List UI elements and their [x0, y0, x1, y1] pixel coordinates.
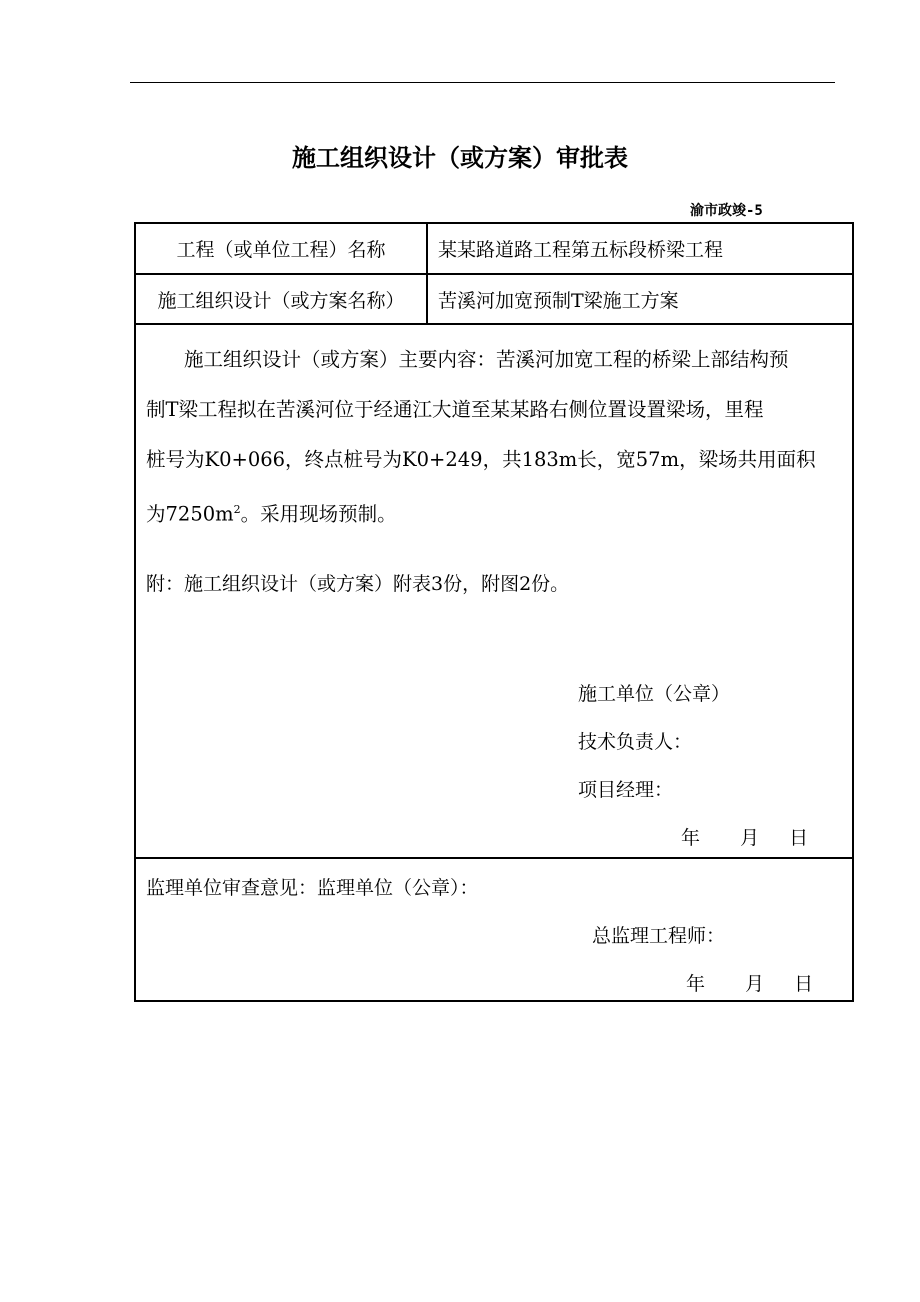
- date-month: 月: [745, 973, 765, 995]
- content-line: 桩号为K0+066，终点桩号为K0+249，共183m长，宽57m，梁场共用面积: [146, 448, 816, 471]
- approval-form-table: [134, 222, 854, 1002]
- content-line: 施工组织设计（或方案）主要内容：苦溪河加宽工程的桥梁上部结构预: [184, 348, 789, 371]
- area-superscript: 2: [233, 503, 241, 516]
- attachment-note: 附：施工组织设计（或方案）附表3份，附图2份。: [146, 573, 570, 595]
- area-prefix: 为7250m: [146, 502, 234, 526]
- page-title: 施工组织设计（或方案）审批表: [292, 143, 628, 172]
- chief-engineer-label: 总监理工程师：: [592, 925, 726, 947]
- content-line: 制T梁工程拟在苦溪河位于经通江大道至某某路右侧位置设置梁场，里程: [146, 398, 764, 421]
- date-year: 年: [681, 827, 701, 849]
- date-day: 日: [789, 827, 809, 849]
- content-line: [146, 485, 846, 540]
- supervisor-date: [686, 969, 813, 996]
- supervisor-row: [136, 859, 852, 1000]
- project-name-row: [136, 224, 852, 275]
- plan-name-label: 施工组织设计（或方案名称）: [136, 275, 428, 323]
- form-code: 渝市政竣-5: [690, 203, 763, 219]
- contractor-seal-label: 施工单位（公章）: [578, 683, 731, 705]
- project-manager-label: 项目经理：: [578, 779, 674, 801]
- project-name-label: 工程（或单位工程）名称: [136, 224, 428, 273]
- date-month: 月: [740, 827, 760, 849]
- plan-name-row: [136, 275, 852, 325]
- project-name-value: 某某路道路工程第五标段桥梁工程: [438, 239, 724, 261]
- area-suffix: 。采用现场预制。: [240, 502, 397, 526]
- header-rule: [130, 82, 835, 83]
- date-year: 年: [686, 973, 706, 995]
- tech-lead-label: 技术负责人：: [578, 731, 693, 753]
- contractor-date: [681, 823, 808, 850]
- main-content-row: [136, 325, 852, 859]
- supervisor-opinion-label: 监理单位审查意见：监理单位（公章）：: [146, 877, 479, 899]
- date-day: 日: [794, 973, 814, 995]
- main-content: [146, 335, 846, 540]
- plan-name-value: 苦溪河加宽预制T梁施工方案: [438, 289, 679, 312]
